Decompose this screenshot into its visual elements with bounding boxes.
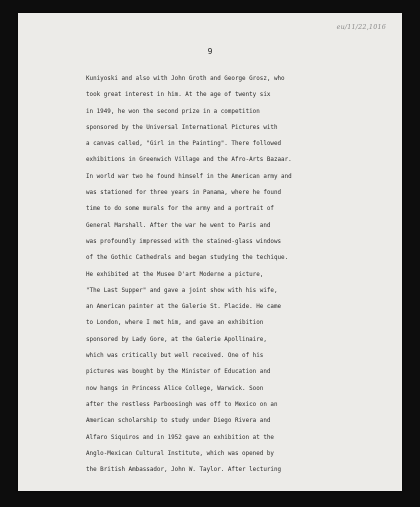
archive-annotation: eu/11/22,1016	[336, 23, 386, 31]
text-line: sponsored by the Universal International Pictures with	[86, 124, 278, 131]
text-line: an American painter at the Galerie St. Placide. He came	[86, 304, 282, 311]
text-line: He exhibited at the Musee D'art Moderne a picture,	[86, 271, 264, 278]
text-line: to London, where I met him, and gave an exhibition	[86, 320, 264, 327]
text-line: General Marshall. After the war he went to Paris and	[86, 222, 271, 229]
page-number: 9	[207, 47, 213, 56]
body-text	[86, 71, 386, 478]
text-line: pictures was bought by the Minister of Education and	[86, 369, 271, 376]
text-line: now hangs in Princess Alice College, Warwick. Soon	[86, 385, 264, 392]
text-line: Anglo-Mexican Cultural Institute, which was opened by	[86, 450, 274, 457]
text-line: Alfaro Siquiros and in 1952 gave an exhibition at the	[86, 434, 274, 441]
text-line: took great interest in him. At the age of twenty six	[86, 92, 271, 99]
text-line: was stationed for three years in Panama, where he found	[86, 190, 282, 197]
text-line: Kuniyoski and also with John Groth and George Grosz, who	[86, 76, 285, 82]
text-line: of the Gothic Cathedrals and began studying the techique.	[86, 255, 289, 262]
text-line: American scholarship to study under Diego Rivera and	[86, 418, 271, 425]
text-line: which was critically but well received. One of his	[86, 353, 264, 360]
text-line: a canvas called, "Girl in the Painting". There followed	[86, 141, 282, 148]
text-line: after the restless Parboosingh was off to Mexico on an	[86, 401, 278, 408]
text-line: in 1949, he won the second prize in a competition	[86, 108, 260, 115]
text-line: time to do some murals for the army and a portrait of	[86, 206, 274, 213]
text-line: was profoundly impressed with the stained-glass windows	[86, 238, 282, 245]
text-line: sponsored by Lady Gore, at the Galerie Apollinaire,	[86, 336, 267, 343]
text-line: In world war two he found himself in the American army and	[86, 173, 292, 180]
text-line: the British Ambassador, John W. Taylor. After lecturing	[86, 467, 282, 474]
text-line: "The Last Supper" and gave a joint show with his wife,	[86, 287, 278, 294]
document-page	[18, 13, 402, 491]
text-line: exhibitions in Greenwich Village and the Afro-Arts Bazaar.	[86, 157, 292, 164]
